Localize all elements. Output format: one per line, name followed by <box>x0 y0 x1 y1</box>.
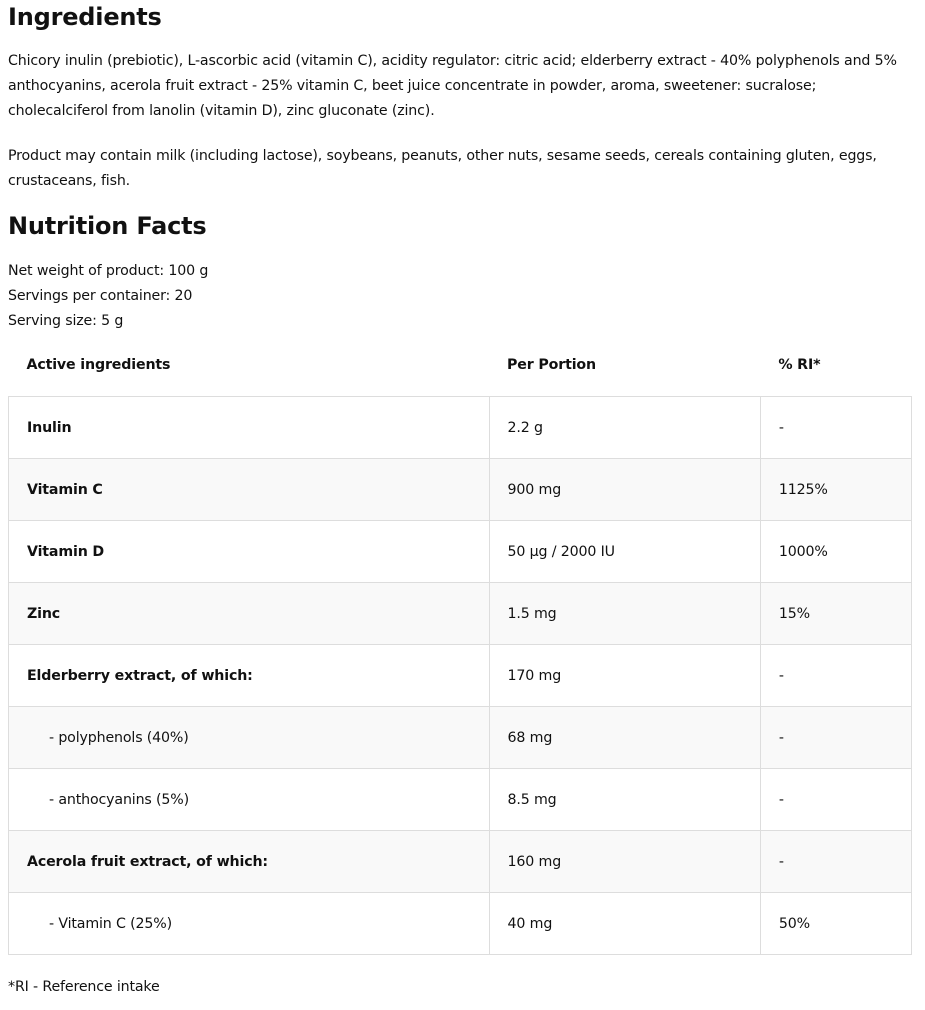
ingredient-name: Zinc <box>9 583 490 645</box>
table-row <box>9 397 912 459</box>
header-per-portion: Per Portion <box>507 357 596 373</box>
ingredients-text: Chicory inulin (prebiotic), L-ascorbic acid (vitamin C), acidity regulator: citric acid; elderberry extract - 40% polyphenols and 5% anthocyanins, acerola fruit extract - 25% vitamin C, beet juice concentrate in powder, aroma, sweetener: sucralose; cholecalciferol from lanolin (vitamin D), zinc gluconate (zinc). <box>8 53 897 119</box>
ingredient-portion: 68 mg <box>489 707 760 769</box>
ingredient-ri: - <box>760 769 911 831</box>
ingredient-ri: - <box>760 397 911 459</box>
ingredient-name: Elderberry extract, of which: <box>9 645 490 707</box>
serving-size: Serving size: 5 g <box>8 313 124 329</box>
table-row <box>9 769 912 831</box>
ingredient-portion: 40 mg <box>489 893 760 955</box>
nutrition-table <box>8 334 912 955</box>
header-ri: % RI* <box>778 357 821 373</box>
ingredients-heading: Ingredients <box>8 3 162 31</box>
ingredient-ri: - <box>760 831 911 893</box>
ingredient-name: Vitamin C <box>9 459 490 521</box>
ingredient-portion: 160 mg <box>489 831 760 893</box>
ingredient-portion: 50 µg / 2000 IU <box>489 521 760 583</box>
product-facts <box>8 259 208 334</box>
nutrition-facts-heading: Nutrition Facts <box>8 212 207 240</box>
table-row <box>9 893 912 955</box>
ingredient-ri: 15% <box>760 583 911 645</box>
ingredient-portion: 170 mg <box>489 645 760 707</box>
ingredient-portion: 900 mg <box>489 459 760 521</box>
ingredient-ri: 50% <box>760 893 911 955</box>
ingredient-name: Vitamin D <box>9 521 490 583</box>
table-row <box>9 583 912 645</box>
servings-per-container: Servings per container: 20 <box>8 288 193 304</box>
ingredient-ri: - <box>760 645 911 707</box>
table-row <box>9 645 912 707</box>
ingredient-name: Acerola fruit extract, of which: <box>9 831 490 893</box>
table-row <box>9 707 912 769</box>
header-active-ingredients: Active ingredients <box>26 357 171 373</box>
ingredient-name: - polyphenols (40%) <box>9 707 490 769</box>
allergen-text: Product may contain milk (including lactose), soybeans, peanuts, other nuts, sesame seeds, cereals containing gluten, eggs, crustaceans, fish. <box>8 148 877 189</box>
table-header-row <box>9 334 912 397</box>
ingredient-portion: 1.5 mg <box>489 583 760 645</box>
table-row <box>9 831 912 893</box>
ingredient-portion: 2.2 g <box>489 397 760 459</box>
ingredient-name: - Vitamin C (25%) <box>9 893 490 955</box>
table-row <box>9 459 912 521</box>
ingredient-portion: 8.5 mg <box>489 769 760 831</box>
ingredient-ri: - <box>760 707 911 769</box>
ingredient-name: - anthocyanins (5%) <box>9 769 490 831</box>
ri-footnote: *RI - Reference intake <box>8 979 160 995</box>
net-weight: Net weight of product: 100 g <box>8 263 209 279</box>
ingredient-ri: 1000% <box>760 521 911 583</box>
table-row <box>9 521 912 583</box>
ingredient-ri: 1125% <box>760 459 911 521</box>
ingredient-name: Inulin <box>9 397 490 459</box>
